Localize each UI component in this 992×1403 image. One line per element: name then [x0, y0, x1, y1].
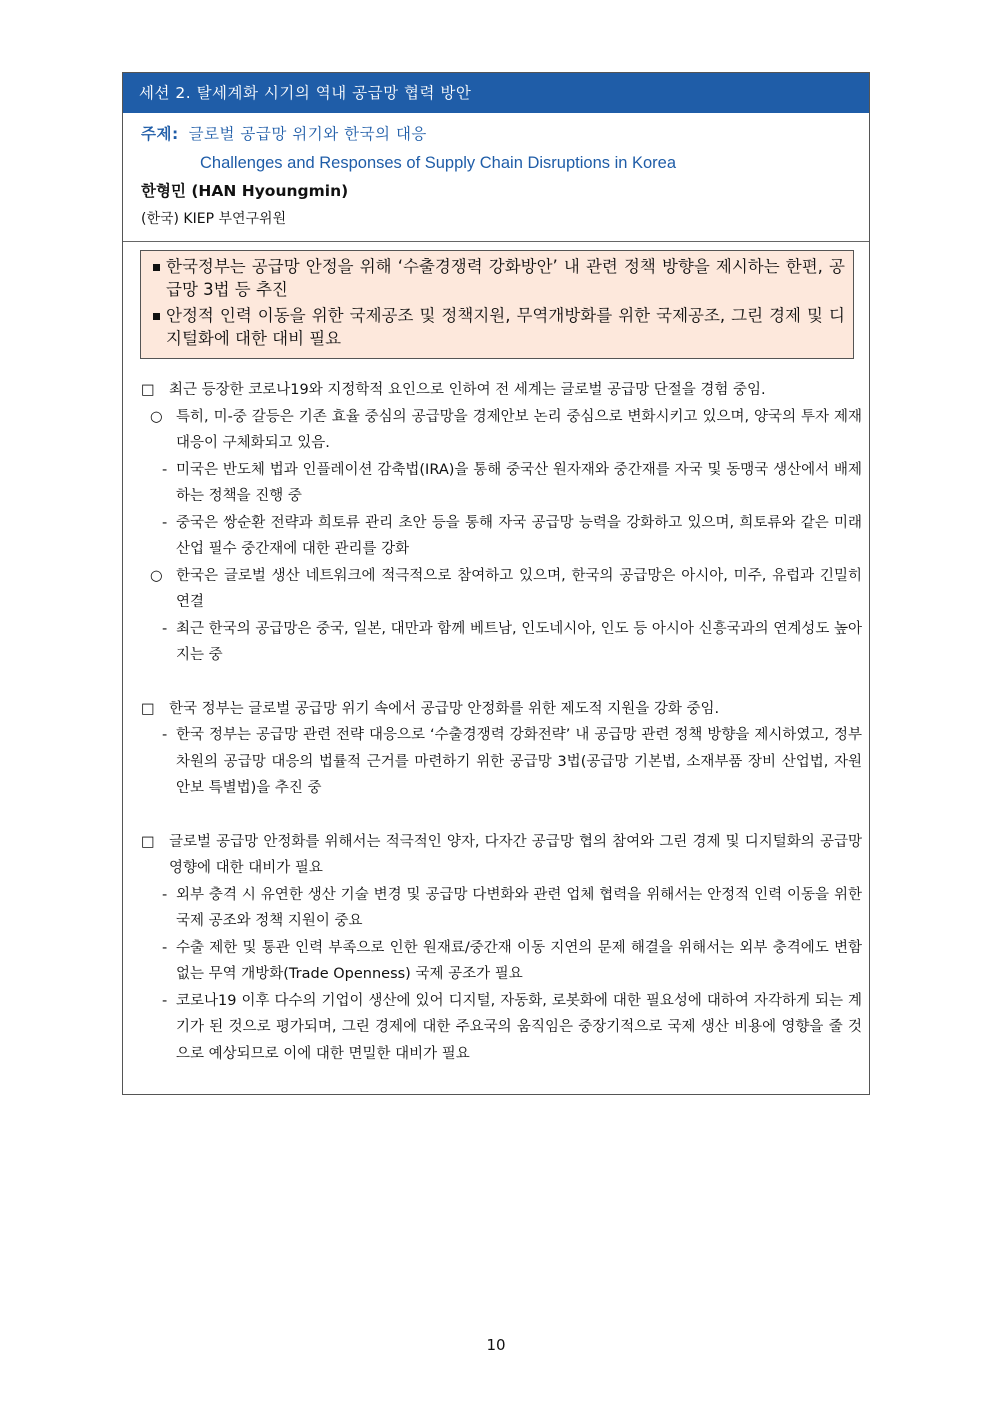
paragraph-text: 중국은 쌍순환 전략과 희토류 관리 초안 등을 통해 자국 공급망 능력을 강화하고 있으며, 희토류와 같은 미래 산업 필수 중간재에 대한 관리를 강화: [176, 514, 862, 557]
checkbox-square-icon: □: [141, 833, 155, 850]
dash-item: [141, 616, 862, 669]
paragraph-text: 특히, 미-중 갈등은 기존 효율 중심의 공급망을 경제안보 논리 중심으로 변화시키고 있으며, 양국의 투자 제재 대응이 구체화되고 있음.: [176, 408, 862, 451]
dash-bullet-icon: -: [162, 939, 168, 956]
summary-item: [153, 305, 845, 350]
session-title: 세션 2. 탈세계화 시기의 역내 공급망 협력 방안: [123, 73, 869, 113]
body-content: [123, 359, 869, 1067]
paragraph-text: 수출 제한 및 통관 인력 부족으로 인한 원재료/중간재 이동 지연의 문제 해결을 위해서는 외부 충격에도 변함없는 무역 개방화(Trade Openness) 국제 공조가 필요: [176, 939, 862, 982]
paragraph-text: 코로나19 이후 다수의 기업이 생산에 있어 디지털, 자동화, 로봇화에 대한 필요성에 대하여 자각하게 되는 계기가 된 것으로 평가되며, 그린 경제에 대한 주요국의 움직임은 중장기적으로 국제 생산 비용에 영향을 줄 것으로 예상되므로 이에 대한 면밀한 대비가 필요: [176, 992, 862, 1062]
dash-bullet-icon: -: [162, 992, 168, 1009]
session-box: [122, 72, 870, 1095]
dash-item: [141, 988, 862, 1068]
topic-english: Challenges and Responses of Supply Chain Disruptions in Korea: [200, 154, 677, 172]
bullet-square-icon: [153, 264, 160, 271]
paragraph-text: 미국은 반도체 법과 인플레이션 감축법(IRA)을 통해 중국산 원자재와 중간재를 자국 및 동맹국 생산에서 배제하는 정책을 진행 중: [176, 461, 862, 504]
dash-item: [141, 457, 862, 510]
paragraph-text: 한국은 글로벌 생산 네트워크에 적극적으로 참여하고 있으며, 한국의 공급망은 아시아, 미주, 유럽과 긴밀히 연결: [176, 567, 862, 610]
speaker-name: 한형민 (HAN Hyoungmin): [141, 182, 349, 200]
circle-bullet-icon: ○: [150, 567, 163, 584]
checkbox-square-icon: □: [141, 700, 155, 717]
summary-item: [153, 256, 845, 301]
dash-item: [141, 722, 862, 802]
paragraph-text: 최근 등장한 코로나19와 지정학적 요인으로 인하여 전 세계는 글로벌 공급망 단절을 경험 중임.: [169, 382, 766, 398]
dash-bullet-icon: -: [162, 727, 168, 743]
bullet-square-icon: [153, 313, 160, 320]
topic-line: [141, 119, 869, 149]
summary-text: 한국정부는 공급망 안정을 위해 ‘수출경쟁력 강화방안’ 내 관련 정책 방향을 제시하는 한편, 공급망 3법 등 추진: [166, 257, 845, 299]
circle-item: [141, 563, 862, 616]
paragraph-text: 한국 정부는 공급망 관련 전략 대응으로 ‘수출경쟁력 강화전략’ 내 공급망 관련 정책 방향을 제시하였고, 정부 차원의 공급망 대응의 법률적 근거를 마련하기 위한 공급망 3법(공급망 기본법, 소재부품 장비 산업법, 자원 안보 특별법)을 추진 중: [176, 727, 862, 796]
summary-text: 안정적 인력 이동을 위한 국제공조 및 정책지원, 무역개방화를 위한 국제공조, 그린 경제 및 디지털화에 대한 대비 필요: [166, 306, 845, 348]
spacer: [141, 802, 862, 829]
paragraph-text: 최근 한국의 공급망은 중국, 일본, 대만과 함께 베트남, 인도네시아, 인도 등 아시아 신흥국과의 연계성도 높아지는 중: [176, 620, 862, 663]
circle-bullet-icon: ○: [150, 408, 163, 425]
checkbox-square-icon: □: [141, 382, 155, 398]
summary-box: [140, 250, 854, 359]
section-paragraph: [141, 377, 862, 404]
topic-korean: 글로벌 공급망 위기와 한국의 대응: [188, 125, 427, 143]
divider: [123, 241, 869, 242]
speaker-affiliation: (한국) KIEP 부연구위원: [141, 211, 287, 227]
dash-item: [141, 510, 862, 563]
section-paragraph: [141, 829, 862, 882]
paragraph-text: 글로벌 공급망 안정화를 위해서는 적극적인 양자, 다자간 공급망 협의 참여와 그린 경제 및 디지털화의 공급망 영향에 대한 대비가 필요: [169, 833, 862, 876]
dash-bullet-icon: -: [162, 886, 168, 903]
section-paragraph: [141, 696, 862, 723]
dash-item: [141, 935, 862, 988]
dash-item: [141, 882, 862, 935]
topic-label: 주제:: [141, 125, 179, 143]
session-info: [123, 113, 869, 233]
spacer: [141, 669, 862, 696]
paragraph-text: 한국 정부는 글로벌 공급망 위기 속에서 공급망 안정화를 위한 제도적 지원을 강화 중임.: [169, 700, 720, 717]
circle-item: [141, 404, 862, 457]
dash-bullet-icon: -: [162, 514, 168, 531]
paragraph-text: 외부 충격 시 유연한 생산 기술 변경 및 공급망 다변화와 관련 업체 협력을 위해서는 안정적 인력 이동을 위한 국제 공조와 정책 지원이 중요: [176, 886, 862, 929]
page-number: 10: [486, 1336, 506, 1354]
dash-bullet-icon: -: [162, 461, 168, 478]
dash-bullet-icon: -: [162, 620, 168, 637]
